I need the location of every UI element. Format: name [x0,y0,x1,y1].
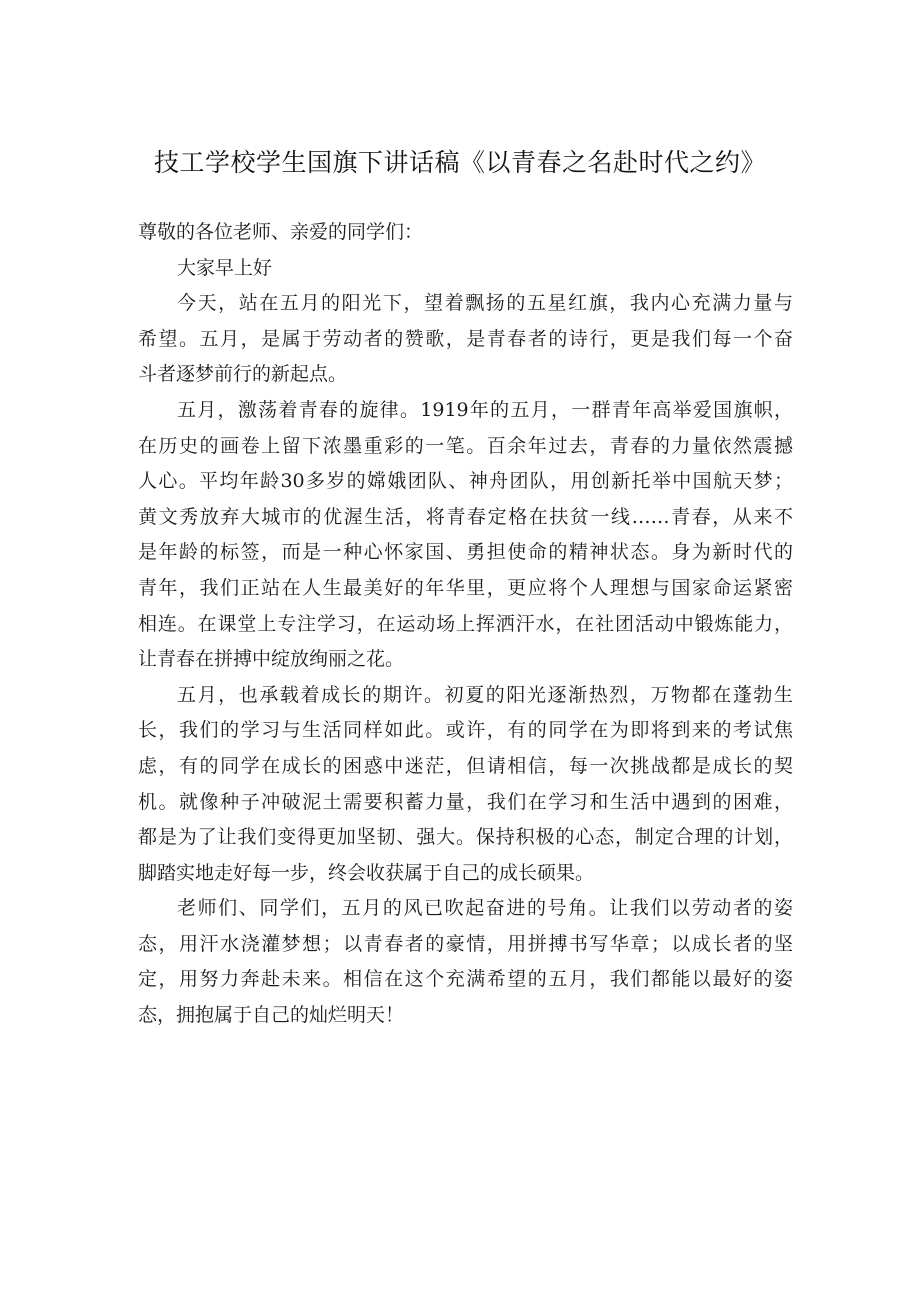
paragraph-line: 在历史的画卷上留下浓墨重彩的一笔。百余年过去，青春的力量依然震撼 [138,434,793,457]
paragraph-line: 人心。平均年龄30多岁的嫦娥团队、神舟团队，用创新托举中国航天梦； [138,470,793,493]
paragraph-line: 态，用汗水浇灌梦想；以青春者的豪情，用拼搏书写华章；以成长者的坚 [138,932,793,955]
paragraph-line: 希望。五月，是属于劳动者的赞歌，是青春者的诗行，更是我们每一个奋 [138,327,793,350]
paragraph-line: 是年龄的标签，而是一种心怀家国、勇担使命的精神状态。身为新时代的 [138,541,793,564]
document-title: 技工学校学生国旗下讲话稿《以青春之名赴时代之约》 [153,148,766,177]
paragraph-line: 虑，有的同学在成长的困惑中迷茫，但请相信，每一次挑战都是成长的契 [138,754,793,777]
paragraph-3 [138,678,793,892]
paragraph-line: 定，用努力奔赴未来。相信在这个充满希望的五月，我们都能以最好的姿 [138,968,793,991]
paragraph-4 [138,891,793,1033]
paragraph-line: 机。就像种子冲破泥土需要积蓄力量，我们在学习和生活中遇到的困难， [138,790,793,813]
document-body [138,215,793,1034]
greeting: 大家早上好 [177,256,273,279]
paragraph-line: 都是为了让我们变得更加坚韧、强大。保持积极的心态，制定合理的计划， [138,826,793,849]
paragraph-line: 五月，激荡着青春的旋律。1919年的五月，一群青年高举爱国旗帜， [177,398,793,421]
paragraph-line: 脚踏实地走好每一步，终会收获属于自己的成长硕果。 [138,861,595,884]
paragraph-line: 五月，也承载着成长的期许。初夏的阳光逐渐热烈，万物都在蓬勃生 [177,683,793,706]
paragraph-line: 斗者逐梦前行的新起点。 [138,363,348,386]
paragraph-line: 长，我们的学习与生活同样如此。或许，有的同学在为即将到来的考试焦 [138,719,793,742]
paragraph-line: 相连。在课堂上专注学习，在运动场上挥洒汗水，在社团活动中锻炼能力， [138,612,793,635]
paragraph-line: 青年，我们正站在人生最美好的年华里，更应将个人理想与国家命运紧密 [138,576,793,599]
salutation: 尊敬的各位老师、亲爱的同学们： [138,221,424,243]
paragraph-line: 老师们、同学们，五月的风已吹起奋进的号角。让我们以劳动者的姿 [177,897,793,920]
paragraph-2 [138,393,793,678]
paragraph-1 [138,286,793,393]
paragraph-line: 黄文秀放弃大城市的优渥生活，将青春定格在扶贫一线……青春，从来不 [138,505,793,528]
paragraph-line: 让青春在拼搏中绽放绚丽之花。 [138,648,405,671]
paragraph-line: 态，拥抱属于自己的灿烂明天！ [138,1004,405,1027]
paragraph-line: 今天，站在五月的阳光下，望着飘扬的五星红旗，我内心充满力量与 [177,292,793,315]
